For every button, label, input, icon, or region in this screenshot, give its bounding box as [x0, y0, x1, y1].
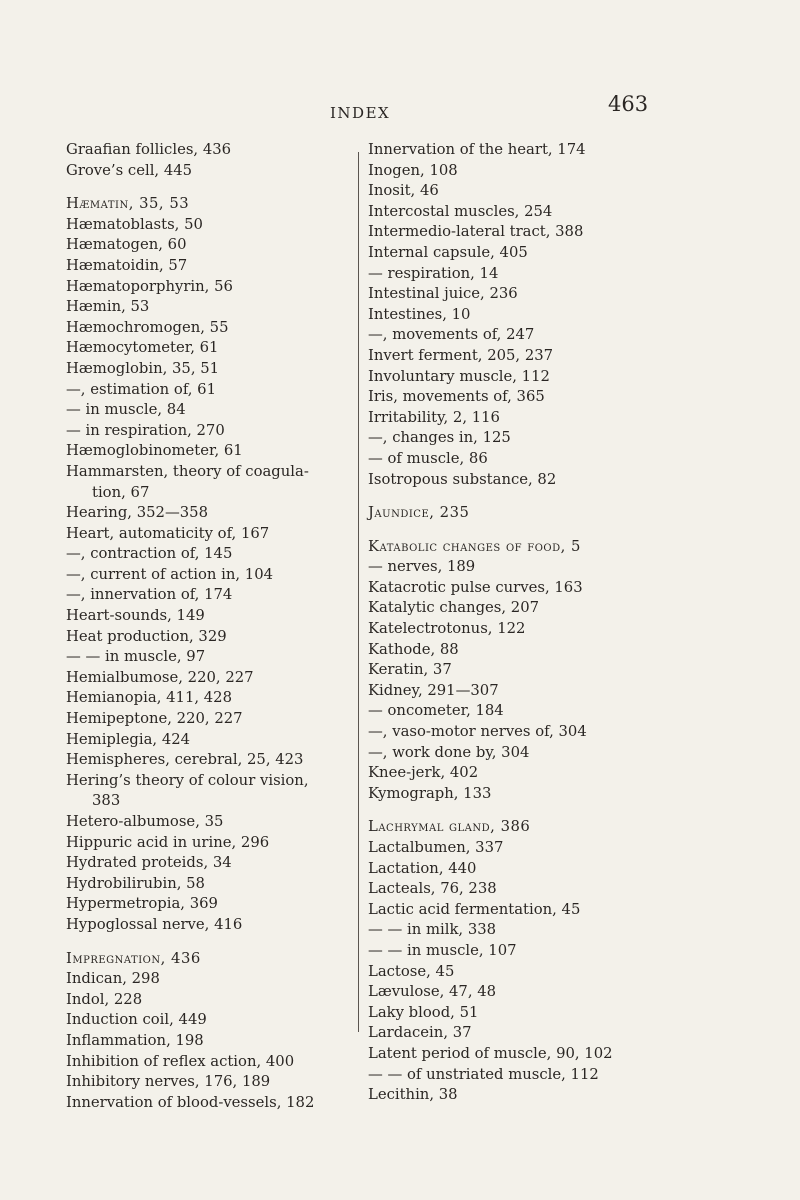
- index-entry: Laky blood, 51: [368, 1003, 479, 1021]
- index-entry: —, work done by, 304: [368, 743, 530, 761]
- index-entry: Lardacein, 37: [368, 1024, 472, 1042]
- index-entry: Hæmatoblasts, 50: [66, 215, 203, 233]
- index-entry: Intermedio-lateral tract, 388: [368, 223, 584, 241]
- index-entry: Lactose, 45: [368, 962, 455, 980]
- index-entry: — in muscle, 84: [66, 401, 186, 419]
- index-entry: Inflammation, 198: [66, 1031, 204, 1049]
- index-entry: Impregnation, 436: [66, 949, 201, 967]
- index-entry: Graafian follicles, 436: [66, 141, 232, 158]
- index-entry: Hemiplegia, 424: [66, 730, 191, 748]
- column-divider: [358, 152, 359, 1032]
- index-entry: Heart-sounds, 149: [66, 607, 205, 625]
- index-entry: Inogen, 108: [368, 161, 458, 179]
- index-entry: Heat production, 329: [66, 627, 227, 645]
- index-entry: —, current of action in, 104: [66, 565, 274, 583]
- index-entry: Hæmatoporphyrin, 56: [66, 277, 233, 295]
- index-entry: Katelectrotonus, 122: [368, 620, 526, 638]
- index-entry: Lævulose, 47, 48: [368, 983, 497, 1001]
- index-entry: —, changes in, 125: [368, 429, 511, 447]
- index-entry: tion, 67: [92, 483, 150, 501]
- index-entry: Innervation of the heart, 174: [368, 141, 586, 158]
- index-entry: —, innervation of, 174: [66, 586, 233, 604]
- index-entry: Lactation, 440: [368, 859, 477, 877]
- index-entry: Hering’s theory of colour vision,: [66, 771, 309, 789]
- index-entry: Jaundice, 235: [368, 504, 470, 522]
- index-entry: —, contraction of, 145: [66, 545, 233, 563]
- index-entry: Katabolic changes of food, 5: [368, 537, 581, 555]
- index-entry: Hippuric acid in urine, 296: [66, 833, 270, 851]
- index-entry: Inhibition of reflex action, 400: [66, 1052, 295, 1070]
- index-entry: Hearing, 352—358: [66, 504, 208, 522]
- index-entry: Hammarsten, theory of coagula-: [66, 462, 309, 480]
- index-entry: — oncometer, 184: [368, 702, 504, 720]
- index-entry: Kymograph, 133: [368, 784, 492, 802]
- index-entry: —, vaso-motor nerves of, 304: [368, 723, 587, 741]
- section-gap: [368, 804, 698, 817]
- index-entry: Inhibitory nerves, 176, 189: [66, 1073, 271, 1091]
- index-entry: Lactic acid fermentation, 45: [368, 900, 581, 918]
- index-entry: Lacteals, 76, 238: [368, 880, 497, 898]
- index-entry: Hæmochromogen, 55: [66, 318, 229, 336]
- section-gap: [66, 936, 366, 949]
- index-entry: 383: [92, 792, 121, 810]
- index-entry: — of muscle, 86: [368, 449, 488, 467]
- index-entry: Keratin, 37: [368, 661, 452, 679]
- index-entry: Hæmoglobinometer, 61: [66, 442, 243, 460]
- index-entry: Iris, movements of, 365: [368, 388, 545, 406]
- index-entry: Knee-jerk, 402: [368, 764, 479, 782]
- index-entry: Hemipeptone, 220, 227: [66, 710, 243, 728]
- index-entry: —, estimation of, 61: [66, 380, 216, 398]
- index-entry: Hæmatogen, 60: [66, 236, 187, 254]
- index-entry: Hæmatin, 35, 53: [66, 195, 190, 213]
- index-entry: Indican, 298: [66, 970, 160, 988]
- index-entry: — — of unstriated muscle, 112: [368, 1065, 599, 1083]
- index-entry: Katacrotic pulse curves, 163: [368, 578, 583, 596]
- index-entry: Hydrobilirubin, 58: [66, 874, 205, 892]
- section-gap: [368, 524, 698, 537]
- index-entry: Involuntary muscle, 112: [368, 367, 550, 385]
- index-entry: Hæmatoidin, 57: [66, 256, 188, 274]
- index-entry: Hæmin, 53: [66, 298, 150, 316]
- section-gap: [368, 490, 698, 503]
- index-entry: Innervation of blood-vessels, 182: [66, 1093, 315, 1111]
- index-entry: Induction coil, 449: [66, 1011, 207, 1029]
- index-entry: Kidney, 291—307: [368, 681, 499, 699]
- index-entry: Latent period of muscle, 90, 102: [368, 1044, 613, 1062]
- index-entry: Grove’s cell, 445: [66, 161, 193, 179]
- section-gap: [66, 181, 366, 194]
- index-entry: Intercostal muscles, 254: [368, 202, 553, 220]
- index-entry: Internal capsule, 405: [368, 243, 528, 261]
- index-entry: — — in milk, 338: [368, 921, 497, 939]
- index-entry: Hemianopia, 411, 428: [66, 689, 233, 707]
- index-entry: — — in muscle, 107: [368, 941, 517, 959]
- index-entry: — nerves, 189: [368, 558, 476, 576]
- right-index-column: [368, 140, 698, 1106]
- index-entry: Irritability, 2, 116: [368, 408, 500, 426]
- index-entry: Indol, 228: [66, 990, 143, 1008]
- index-entry: — — in muscle, 97: [66, 648, 206, 666]
- index-entry: Hæmocytometer, 61: [66, 339, 219, 357]
- index-entry: Intestinal juice, 236: [368, 285, 518, 303]
- index-entry: Hypermetropia, 369: [66, 895, 218, 913]
- index-entry: Katalytic changes, 207: [368, 599, 540, 617]
- index-entry: — respiration, 14: [368, 264, 499, 282]
- index-entry: Hydrated proteids, 34: [66, 854, 232, 872]
- index-entry: — in respiration, 270: [66, 421, 225, 439]
- index-entry: Inosit, 46: [368, 182, 439, 200]
- left-index-column: [66, 140, 366, 1113]
- index-entry: Invert ferment, 205, 237: [368, 346, 554, 364]
- running-head: INDEX: [330, 104, 391, 122]
- index-entry: Heart, automaticity of, 167: [66, 524, 270, 542]
- index-entry: Lactalbumen, 337: [368, 839, 504, 856]
- index-entry: Hetero-albumose, 35: [66, 813, 224, 830]
- index-entry: —, movements of, 247: [368, 326, 535, 344]
- index-entry: Lecithin, 38: [368, 1086, 458, 1104]
- index-entry: Isotropous substance, 82: [368, 470, 557, 488]
- index-entry: Hemispheres, cerebral, 25, 423: [66, 751, 304, 769]
- index-entry: Lachrymal gland, 386: [368, 818, 531, 836]
- index-entry: Hypoglossal nerve, 416: [66, 915, 243, 933]
- index-entry: Hemialbumose, 220, 227: [66, 668, 254, 686]
- page-number: 463: [608, 92, 649, 116]
- index-entry: Kathode, 88: [368, 640, 459, 658]
- index-entry: Hæmoglobin, 35, 51: [66, 359, 220, 377]
- index-entry: Intestines, 10: [368, 305, 471, 323]
